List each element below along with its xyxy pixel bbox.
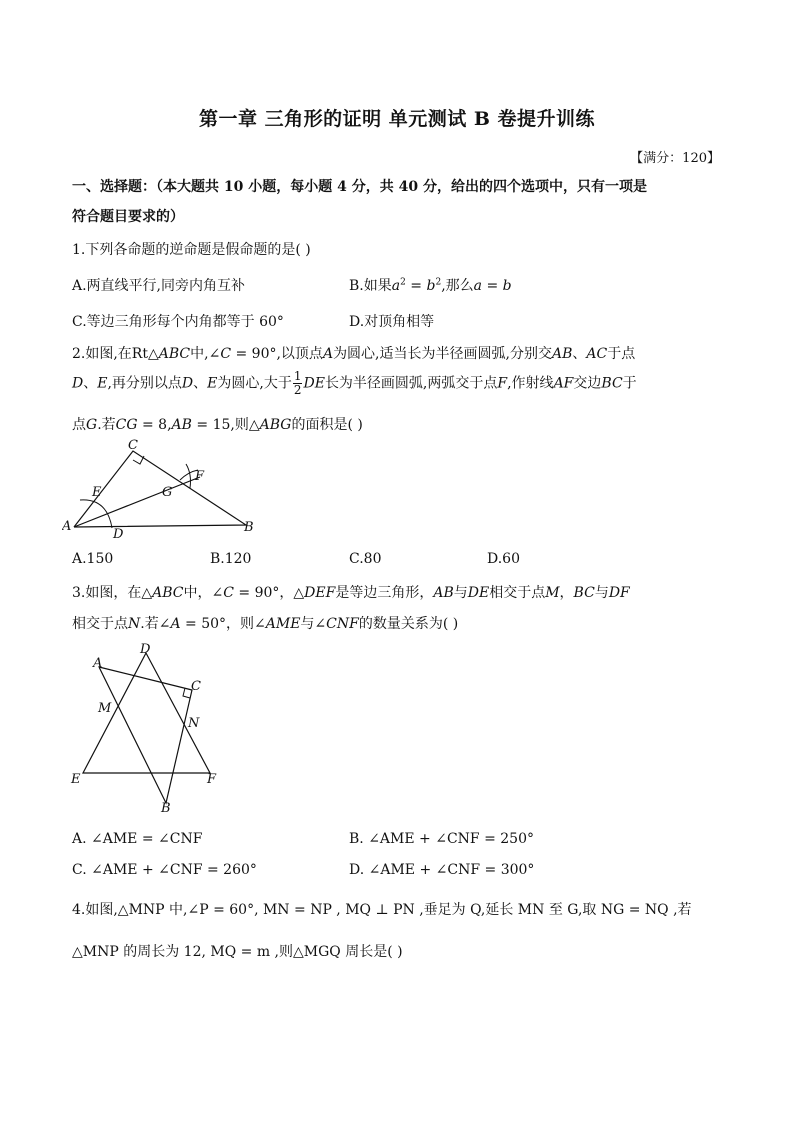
q3-t3: 中，∠ <box>183 585 224 601</box>
triangle-abc <box>99 667 192 803</box>
section-heading: 一、选择题：（本大题共 10 小题，每小题 4 分，共 40 分，给出的四个选项中，只有一项是 <box>72 179 647 195</box>
score-label: 【满分：120】 <box>630 151 720 166</box>
label-c: C <box>191 679 201 694</box>
label-f: F <box>207 772 217 787</box>
q3-t14: BC <box>573 585 595 601</box>
q3-t10: DE <box>467 585 490 601</box>
q3-t11: 相交于点 <box>489 585 546 601</box>
q2-t5: = 90°,以顶点 <box>231 346 323 362</box>
q3-u6: AME <box>265 616 301 632</box>
label-f: F <box>195 469 205 484</box>
label-e: E <box>92 485 102 500</box>
q3-u2: N <box>128 616 141 632</box>
q2-v1: 点 <box>72 417 86 433</box>
label-e: E <box>71 772 81 787</box>
q3-stem-line2 <box>72 613 458 633</box>
q3-t12: M <box>545 585 560 601</box>
q2-stem-line3 <box>72 414 363 434</box>
q3-u5: = 50°，则∠ <box>180 616 266 632</box>
q1-option-a: A.两直线平行,同旁内角互补 <box>72 278 246 294</box>
label-d: D <box>113 527 124 542</box>
label-m: M <box>98 701 112 716</box>
q2-v7: = 15,则△ <box>191 417 260 433</box>
q2-u10: 长为半径画圆弧,两弧交于点 <box>324 375 498 392</box>
fraction-half <box>293 370 303 397</box>
q3-t1: 3.如图，在△ <box>72 585 153 601</box>
q2-v5: = 8, <box>137 417 172 433</box>
q1-option-b-mid: ,那么 <box>441 278 474 294</box>
q2-u4: ,再分别以点 <box>107 375 182 392</box>
q3-t8: AB <box>433 585 454 601</box>
q2-stem-line2 <box>72 370 637 397</box>
q3-t5: = 90°，△ <box>233 585 305 601</box>
q2-figure <box>62 436 272 542</box>
q2-u8: 为圆心,大于 <box>217 375 292 392</box>
q3-figure <box>62 640 232 816</box>
q2-u13: AF <box>553 375 574 392</box>
fraction-den: 2 <box>293 383 302 397</box>
section-heading-cont: 符合题目要求的） <box>72 209 184 225</box>
q2-v4: CG <box>115 417 138 433</box>
q2-option-a: A.150 <box>72 551 114 567</box>
q2-u7: E <box>207 375 218 392</box>
label-n: N <box>188 716 200 731</box>
q2-v3: .若 <box>97 417 116 433</box>
q3-t16: DF <box>608 585 630 601</box>
q2-t2: ABC <box>158 346 191 362</box>
q3-u9: 的数量关系为( ) <box>358 616 459 632</box>
q2-u15: BC <box>601 375 623 392</box>
q2-u12: ,作射线 <box>507 375 554 392</box>
q3-t7: 是等边三角形， <box>335 585 434 601</box>
q2-u5: D <box>181 375 194 392</box>
q2-v9: 的面积是( ) <box>291 417 363 433</box>
q2-t9: 、 <box>572 346 587 362</box>
label-a: A <box>93 656 103 671</box>
q2-t8: AB <box>551 346 573 362</box>
q2-option-d: D.60 <box>487 551 520 567</box>
q1-stem: 1.下列各命题的逆命题是假命题的是( ) <box>72 242 311 258</box>
q2-u6: 、 <box>193 375 208 392</box>
q2-v8: ABG <box>259 417 292 433</box>
q2-u9: DE <box>303 375 325 392</box>
q2-option-c: C.80 <box>349 551 382 567</box>
page-title: 第一章 三角形的证明 单元测试 B 卷提升训练 <box>198 108 596 130</box>
q2-t10: AC <box>586 346 608 362</box>
q1-option-b-pre: B.如果 <box>349 278 392 294</box>
q2-u1: D <box>72 375 84 392</box>
q2-t11: 于点 <box>607 346 636 362</box>
q2-u3: E <box>97 375 108 392</box>
q4-stem-line1: 4.如图,△MNP 中,∠P = 60°, MN = NP , MQ ⊥ PN ,垂足为 Q,延长 MN 至 G,取 NG = NQ ,若 <box>72 902 692 918</box>
q3-stem-line1 <box>72 582 630 602</box>
q3-u7: 与∠ <box>300 616 327 632</box>
q2-v6: AB <box>171 417 192 433</box>
q2-t7: 为圆心,适当长为半径画圆弧,分别交 <box>333 346 552 362</box>
q2-t3: 中,∠ <box>190 346 221 362</box>
q3-u3: .若∠ <box>140 616 171 632</box>
q2-v2: G <box>86 417 98 433</box>
q2-u14: 交边 <box>573 375 602 392</box>
label-b: B <box>161 801 171 816</box>
q3-option-a: A. ∠AME = ∠CNF <box>72 831 203 847</box>
label-d: D <box>140 642 151 657</box>
q3-t15: 与 <box>594 585 609 601</box>
q1-option-d: D.对顶角相等 <box>349 314 435 330</box>
q3-option-d: D. ∠AME + ∠CNF = 300° <box>349 862 535 878</box>
q2-u11: F <box>497 375 508 392</box>
q3-u8: CNF <box>326 616 359 632</box>
q2-stem-line1 <box>72 343 635 363</box>
q3-option-c: C. ∠AME + ∠CNF = 260° <box>72 862 257 878</box>
q2-t6: A <box>322 346 334 362</box>
q4-stem-line2: △MNP 的周长为 12, MQ = m ,则△MGQ 周长是( ) <box>72 944 403 960</box>
q1-option-c: C.等边三角形每个内角都等于 60° <box>72 314 284 330</box>
arc-f2 <box>186 464 191 488</box>
q3-t4: C <box>223 585 234 601</box>
q2-u16: 于 <box>622 375 637 392</box>
q3-t6: DEF <box>304 585 336 601</box>
q2-t1: 2.如图,在Rt△ <box>72 346 159 362</box>
q3-option-b: B. ∠AME + ∠CNF = 250° <box>349 831 534 847</box>
q3-t13: ， <box>559 585 574 601</box>
q3-t2: ABC <box>152 585 184 601</box>
label-b: B <box>244 520 254 535</box>
fraction-num: 1 <box>293 369 302 383</box>
q2-t4: C <box>220 346 232 362</box>
q3-u4: A <box>170 616 181 632</box>
q2-option-b: B.120 <box>210 551 252 567</box>
q3-u1: 相交于点 <box>72 616 128 632</box>
label-a: A <box>62 519 72 534</box>
q1-option-b: B.如果$a^2 = b^2$,那么a = b <box>349 277 512 294</box>
q2-u2: 、 <box>83 375 98 392</box>
q3-t9: 与 <box>453 585 468 601</box>
label-c: C <box>128 438 138 453</box>
label-g: G <box>162 485 173 500</box>
